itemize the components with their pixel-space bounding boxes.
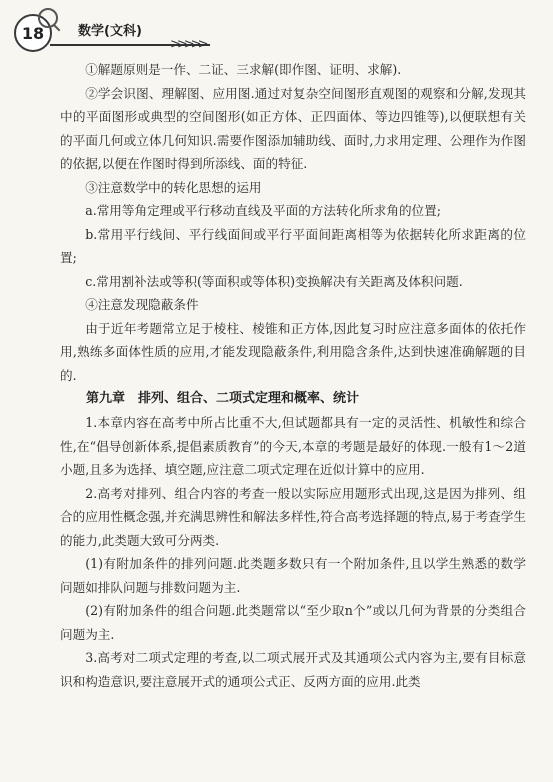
paragraph: ④注意发现隐蔽条件	[85, 297, 199, 312]
paragraph: 2.高考对排列、组合内容的考查一般以实际应用题形式出现,这是因为排列、组合的应用性概念强,并充满思辨性和解法多样性,符合高考选择题的特点,易于考查学生的能力,此类题大致可分两类.	[60, 485, 526, 548]
page-header	[0, 0, 553, 52]
chapter-title: 第九章 排列、组合、二项式定理和概率、统计	[86, 391, 360, 406]
paragraph: a.常用等角定理或平行移动直线及平面的方法转化所求角的位置;	[85, 203, 441, 218]
page-number: 18	[14, 14, 52, 52]
paragraph: c.常用割补法或等积(等面积或等体积)变换解决有关距离及体积问题.	[85, 273, 463, 289]
paragraph: ②学会识图、理解图、应用图.通过对复杂空间图形直观图的观察和分解,发现其中的平面图形或典型的空间图形(如正方体、正四面体、等边四锥等),以便联想有关的平面几何或立体几何知识.需要作图添加辅助线、面时,力求用定理、公理作为作图的依据,以便在作图时得到所添线、面的特征.	[60, 85, 526, 171]
magnifier-icon	[38, 8, 58, 28]
subject-title: 数学(文科)	[78, 24, 142, 39]
paragraph: b.常用平行线间、平行线面间或平行平面间距离相等为依据转化所求距离的位置;	[60, 226, 526, 265]
arrow-decoration-icon: >>>>>	[170, 37, 205, 52]
paragraph: (1)有附加条件的排列问题.此类题多数只有一个附加条件,且以学生熟悉的数学问题如排队问题与排数问题为主.	[60, 556, 526, 595]
paragraph: 由于近年考题常立足于棱柱、棱锥和正方体,因此复习时应注意多面体的依托作用,熟练多面体性质的应用,才能发现隐蔽条件,利用隐含条件,达到快速准确解题的目的.	[60, 320, 526, 383]
paragraph: 3.高考对二项式定理的考查,以二项式展开式及其通项公式内容为主,要有目标意识和构造意识,要注意展开式的通项公式正、反两方面的应用.此类	[60, 650, 526, 689]
paragraph: (2)有附加条件的组合问题.此类题常以“至少取n个”或以几何为背景的分类组合问题为主.	[60, 603, 526, 642]
page-content	[60, 58, 526, 693]
paragraph: ③注意数学中的转化思想的运用	[85, 179, 262, 195]
paragraph: 1.本章内容在高考中所占比重不大,但试题都具有一定的灵活性、机敏性和综合性,在“倡导创新体系,提倡素质教育”的今天,本章的考题是最好的体现.一般有1～2道小题,且多为选择、填空题,应注意二项式定理在近似计算中的应用.	[60, 415, 526, 477]
paragraph: ①解题原则是一作、二证、三求解(即作图、证明、求解).	[85, 62, 402, 77]
